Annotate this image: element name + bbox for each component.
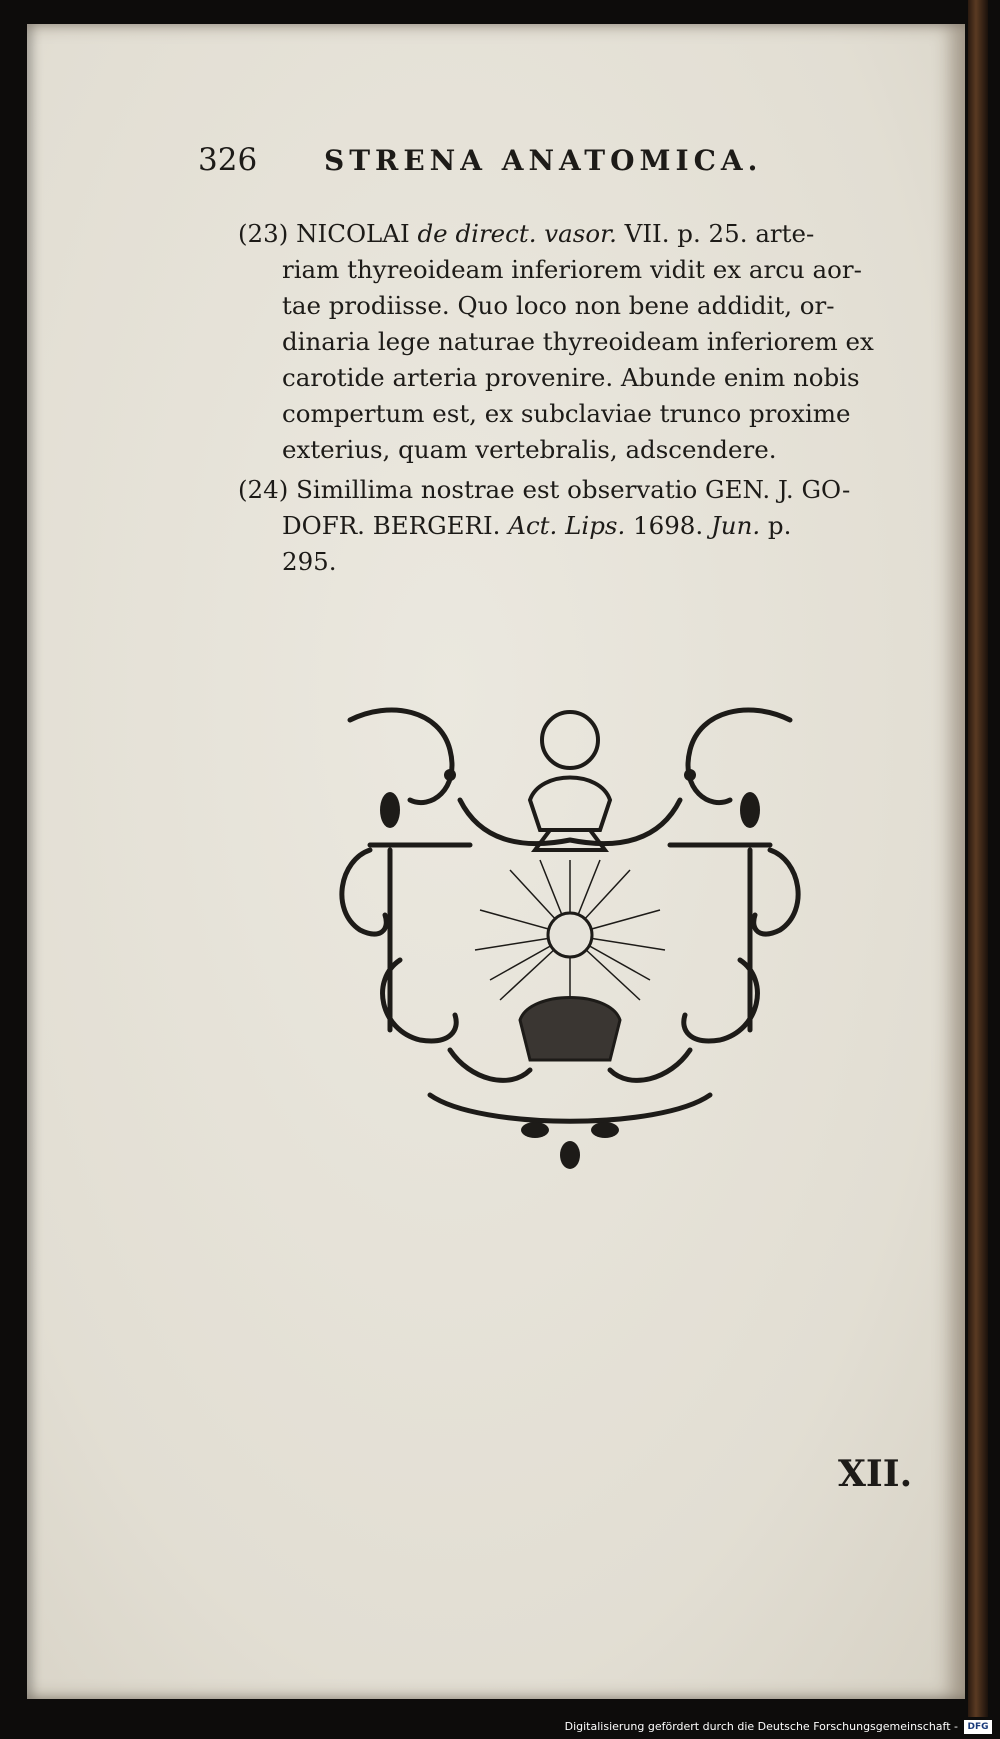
note-line: tae prodiisse. Quo loco non bene addidit, or- — [282, 291, 835, 320]
note-line: exterius, quam vertebralis, adscendere. — [282, 435, 777, 464]
baroque-cartouche-bust-sun-icon — [330, 700, 810, 1180]
note-line: (23) NICOLAI de direct. vasor. VII. p. 25. arte- — [238, 219, 815, 248]
footnote-23 — [238, 216, 918, 468]
note-line: DOFR. BERGERI. Act. Lips. 1698. Jun. p. — [282, 511, 792, 540]
note-line: riam thyreoideam inferiorem vidit ex arcu aor- — [282, 255, 862, 284]
page-header — [198, 142, 838, 182]
footnotes — [238, 216, 918, 584]
running-title: STRENA ANATOMICA. — [324, 144, 763, 177]
dfg-logo: DFG — [964, 1720, 992, 1734]
digitization-footer — [0, 1717, 1000, 1739]
footnote-24 — [238, 472, 918, 580]
note-line: (24) Simillima nostrae est observatio GEN. J. GO- — [238, 475, 851, 504]
funding-notice: Digitalisierung gefördert durch die Deutsche Forschungsgemeinschaft - — [564, 1720, 958, 1733]
page-number: 326 — [198, 142, 258, 178]
catchword: XII. — [838, 1453, 913, 1495]
book-edge — [968, 0, 988, 1739]
note-line: compertum est, ex subclaviae trunco proxime — [282, 399, 851, 428]
note-line: carotide arteria provenire. Abunde enim nobis — [282, 363, 860, 392]
note-line: dinaria lege naturae thyreoideam inferiorem ex — [282, 327, 874, 356]
note-line: 295. — [282, 547, 337, 576]
